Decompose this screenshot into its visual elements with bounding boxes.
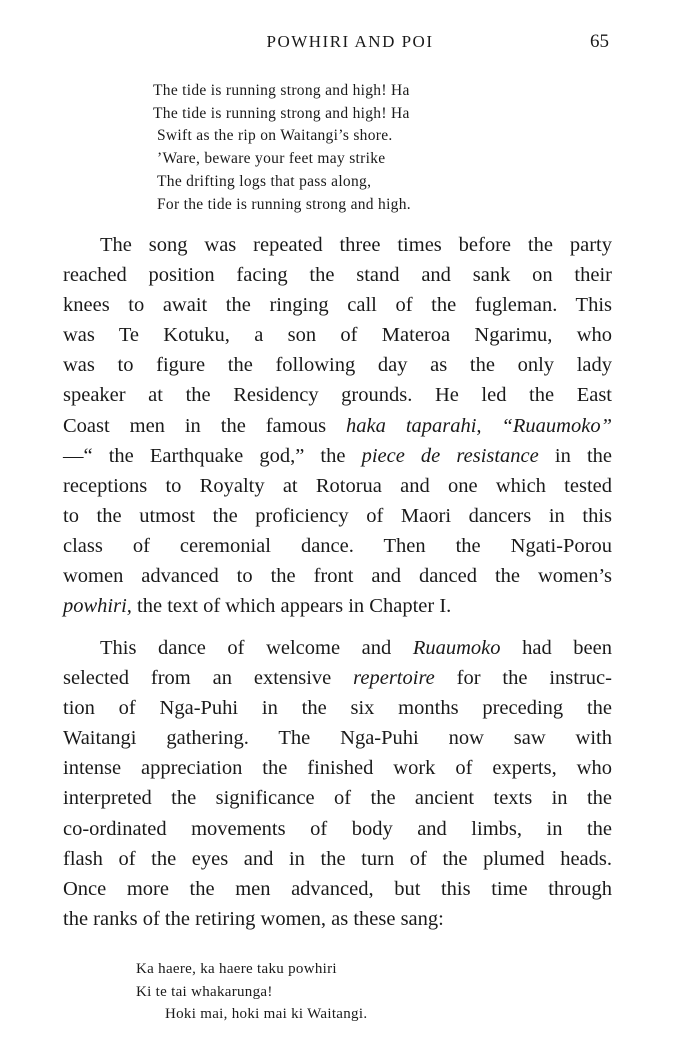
text-line: Coast men in the famous haka taparahi, “Ruaumoko”	[63, 414, 612, 437]
verse-line: Ki te tai whakarunga!	[136, 983, 273, 1000]
text-line: speaker at the Residency grounds. He led the East	[63, 384, 612, 407]
text-line: was Te Kotuku, a son of Materoa Ngarimu, who	[63, 324, 612, 347]
text-line: intense appreciation the finished work of experts, who	[63, 757, 612, 780]
verse-block-2	[136, 958, 368, 1026]
paragraph-1	[63, 230, 612, 621]
text-line: powhiri, the text of which appears in Chapter I.	[63, 595, 452, 618]
text-line: This dance of welcome and Ruaumoko had been	[100, 637, 612, 659]
running-header: POWHIRI AND POI	[266, 32, 434, 51]
text-line: women advanced to the front and danced the women’s	[63, 565, 612, 588]
verse-line: The tide is running strong and high! Ha	[153, 82, 410, 99]
text-line: interpreted the significance of the ancient texts in the	[63, 787, 612, 810]
verse-line: Ka haere, ka haere taku powhiri	[136, 961, 337, 977]
text-line: flash of the eyes and in the turn of the plumed heads.	[63, 847, 612, 870]
text-line: class of ceremonial dance. Then the Ngati-Porou	[63, 534, 612, 557]
text-line: co-ordinated movements of body and limbs, in the	[63, 817, 612, 840]
verse-line: The drifting logs that pass along,	[157, 172, 372, 190]
text-line: Waitangi gathering. The Nga-Puhi now saw with	[63, 727, 612, 750]
page-number: 65	[590, 31, 609, 52]
text-line: knees to await the ringing call of the fugleman. This	[63, 294, 612, 317]
text-line: —“ the Earthquake god,” the piece de resistance in the	[63, 444, 612, 467]
text-line: tion of Nga-Puhi in the six months preceding the	[63, 697, 612, 720]
verse-line: For the tide is running strong and high.	[157, 195, 411, 213]
text-line: Once more the men advanced, but this time through	[63, 877, 612, 900]
paragraph-2	[63, 633, 612, 934]
text-line: The song was repeated three times before the party	[100, 234, 612, 256]
text-line: was to figure the following day as the only lady	[63, 354, 612, 377]
text-line: the ranks of the retiring women, as these sang:	[63, 907, 444, 930]
text-line: to the utmost the proficiency of Maori dancers in this	[63, 504, 612, 527]
verse-line: The tide is running strong and high! Ha	[153, 104, 410, 122]
text-line: receptions to Royalty at Rotorua and one which tested	[63, 474, 612, 497]
verse-block-1	[153, 80, 410, 216]
verse-line: Hoki mai, hoki mai ki Waitangi.	[165, 1006, 368, 1022]
verse-line: Swift as the rip on Waitangi’s shore.	[157, 127, 393, 145]
text-line: selected from an extensive repertoire for the instruc-	[63, 667, 612, 690]
verse-line: ’Ware, beware your feet may strike	[157, 150, 386, 168]
text-line: reached position facing the stand and sank on their	[63, 264, 612, 287]
